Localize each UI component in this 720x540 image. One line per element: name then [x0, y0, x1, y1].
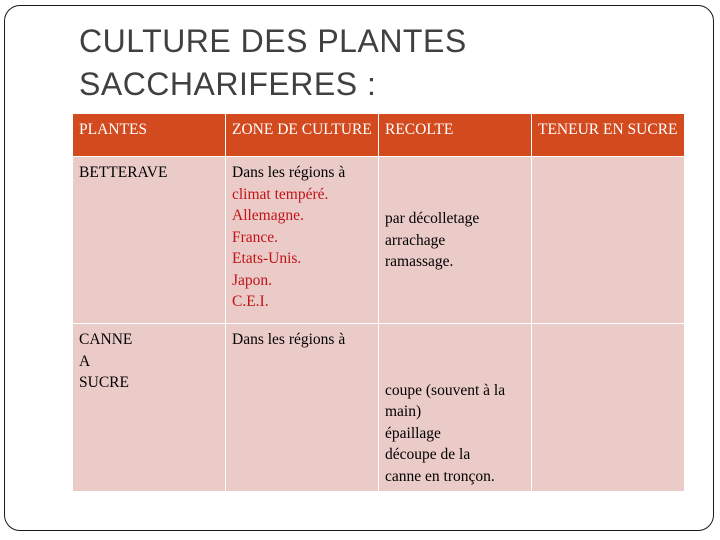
slide-title	[79, 20, 639, 106]
plante-line: CANNE	[79, 331, 133, 348]
table-header-row	[73, 114, 685, 157]
cell-recolte	[379, 157, 532, 324]
plante-line: SUCRE	[79, 374, 129, 391]
cell-zone	[226, 157, 379, 324]
header-zone-de-culture: ZONE DE CULTURE	[226, 114, 379, 157]
cell-recolte	[379, 324, 532, 492]
cell-zone	[226, 324, 379, 492]
recolte-line: coupe (souvent à la	[385, 381, 506, 399]
zone-intro: Dans les régions à	[232, 164, 346, 181]
cell-plante	[73, 324, 226, 492]
cell-plante: BETTERAVE	[73, 157, 226, 324]
zone-line: climat tempéré.	[232, 185, 329, 203]
table-row-betterave	[73, 157, 685, 324]
plante-line: A	[79, 352, 91, 370]
table-row-canne-a-sucre	[73, 324, 685, 492]
recolte-line: épaillage	[385, 424, 441, 442]
recolte-line: par décolletage	[385, 210, 480, 228]
recolte-line: canne en tronçon.	[385, 467, 495, 485]
recolte-line: ramassage.	[385, 253, 454, 271]
title-line-1: CULTURE DES PLANTES	[79, 23, 467, 59]
recolte-line: main)	[385, 403, 422, 420]
zone-intro: Dans les régions à	[232, 331, 346, 348]
header-recolte: RECOLTE	[379, 114, 532, 157]
cell-teneur	[532, 157, 685, 324]
zone-line: Etats-Unis.	[232, 250, 302, 267]
cell-teneur	[532, 324, 685, 492]
recolte-line: arrachage	[385, 231, 446, 249]
zone-line: C.E.I.	[232, 293, 269, 310]
recolte-line: découpe de la	[385, 446, 471, 463]
zone-line: Allemagne.	[232, 207, 304, 224]
header-teneur-en-sucre: TENEUR EN SUCRE	[532, 114, 685, 157]
header-plantes: PLANTES	[73, 114, 226, 157]
crops-table	[72, 113, 685, 492]
title-line-2: SACCHARIFERES :	[79, 66, 377, 102]
zone-line: Japon.	[232, 271, 273, 289]
zone-line: France.	[232, 228, 279, 246]
